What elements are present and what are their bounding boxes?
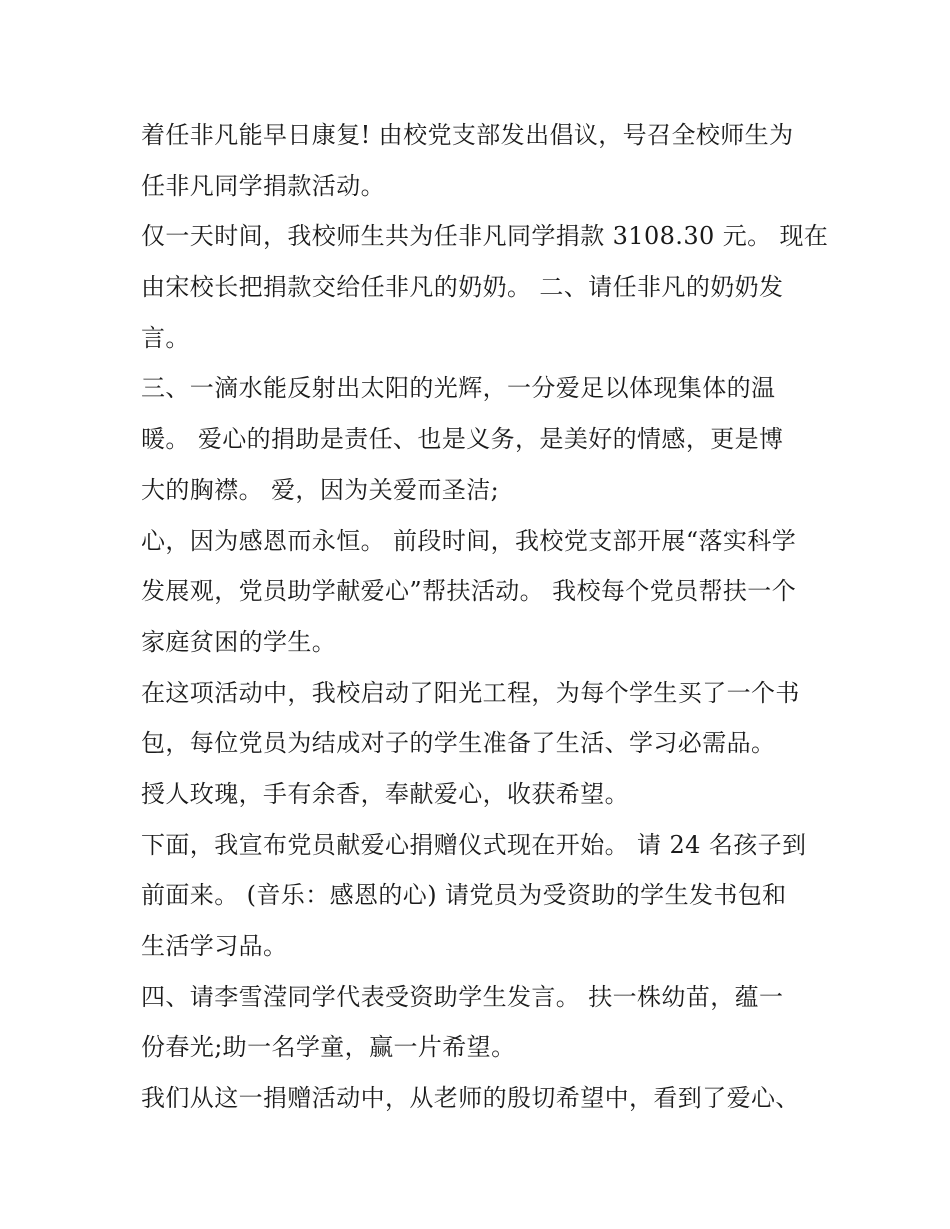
text-line: 暖。 爱心的捐助是责任、也是义务，是美好的情感，更是博 (141, 425, 784, 454)
text-line: 言。 (141, 323, 190, 352)
text-line: 下面，我宣布党员献爱心捐赠仪式现在开始。 请 24 名孩子到 (141, 830, 807, 859)
text-line: 任非凡同学捐款活动。 (141, 171, 385, 200)
text-line: 大的胸襟。 爱，因为关爱而圣洁; (141, 475, 500, 504)
text-line: 家庭贫困的学生。 (141, 627, 337, 656)
text-line: 份春光;助一名学童，赢一片希望。 (141, 1033, 516, 1062)
text-line: 发展观，党员助学献爱心”帮扶活动。 我校每个党员帮扶一个 (141, 577, 797, 606)
text-line: 仅一天时间，我校师生共为任非凡同学捐款 3108.30 元。 现在 (141, 222, 829, 251)
text-line: 生活学习品。 (141, 932, 288, 960)
text-line: 我们从这一捐赠活动中，从老师的殷切希望中，看到了爱心、 (141, 1084, 800, 1113)
text-line: 在这项活动中，我校启动了阳光工程，为每个学生买了一个书 (141, 678, 800, 707)
text-line: 着任非凡能早日康复! 由校党支部发出倡议，号召全校师生为 (141, 121, 794, 149)
text-line: 授人玫瑰，手有余香，奉献爱心，收获希望。 (141, 779, 629, 808)
text-line: 包，每位党员为结成对子的学生准备了生活、学习必需品。 (141, 729, 776, 758)
text-line: 心，因为感恩而永恒。 前段时间，我校党支部开展“落实科学 (141, 526, 797, 555)
document-body (141, 110, 829, 1124)
text-line: 由宋校长把捐款交给任非凡的奶奶。 二、请任非凡的奶奶发 (141, 273, 784, 302)
text-line: 四、请李雪滢同学代表受资助学生发言。 扶一株幼苗，蕴一 (141, 982, 784, 1011)
text-line: 三、一滴水能反射出太阳的光辉，一分爱足以体现集体的温 (141, 374, 776, 403)
text-line: 前面来。 (音乐：感恩的心) 请党员为受资助的学生发书包和 (141, 881, 787, 910)
